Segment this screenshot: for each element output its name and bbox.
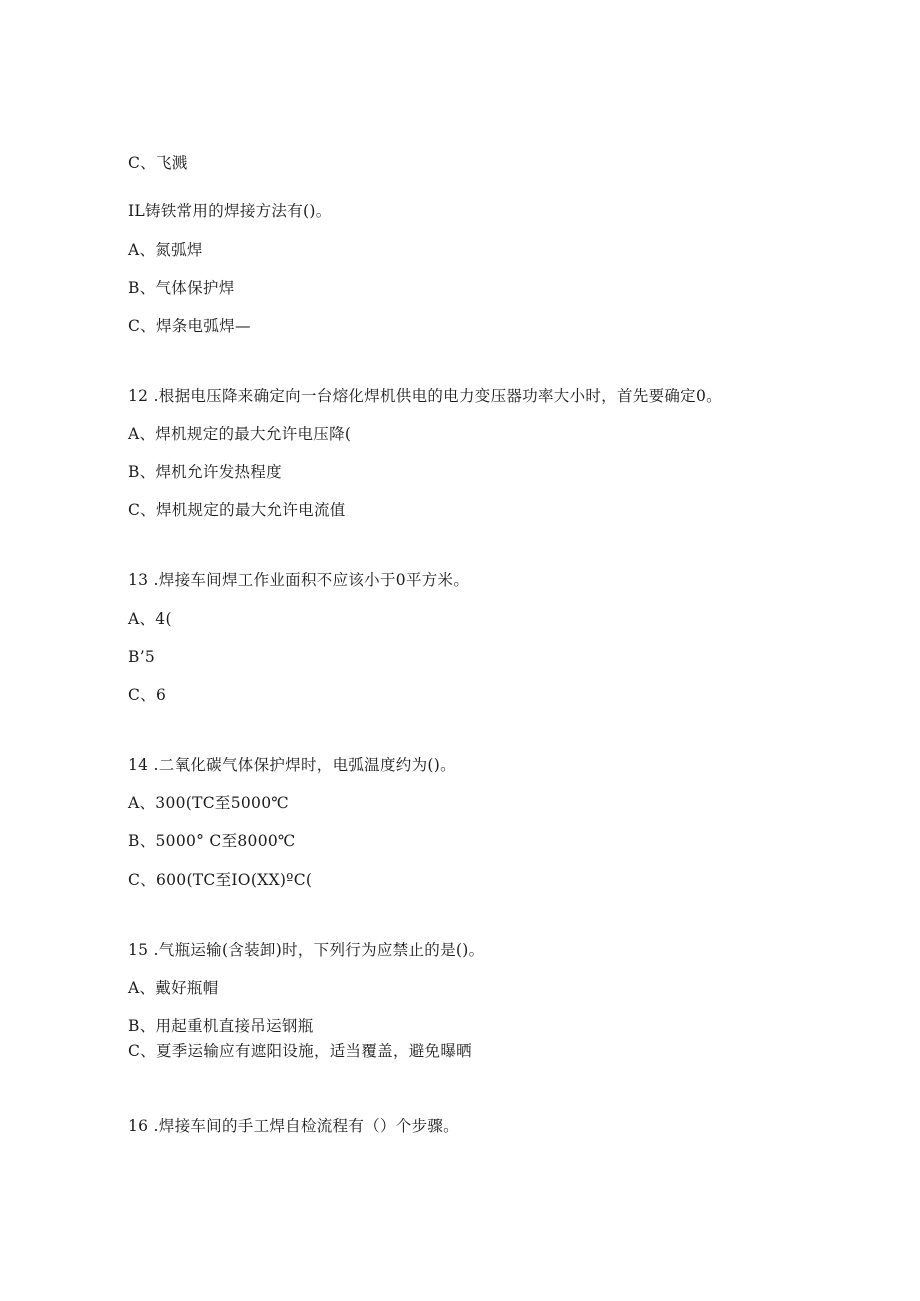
question-15: 15 .气瓶运输(含装卸)时，下列行为应禁止的是()。 [128,941,485,959]
option-b: B、用起重机直接吊运钢瓶 [128,1017,314,1035]
option-a: A、戴好瓶帽 [128,979,219,997]
option-b: B、焊机允许发热程度 [128,463,282,481]
option-c-spatter: C、飞溅 [128,154,188,172]
question-11: IL铸铁常用的焊接方法有()。 [128,202,332,220]
option-b: B、5000° C至8000℃ [128,832,296,850]
option-b: B’5 [128,648,156,666]
option-c: C、600(TC至IO(XX)ºC( [128,871,313,889]
question-12: 12 .根据电压降来确定向一台熔化焊机供电的电力变压器功率大小时，首先要确定0。 [128,387,722,405]
option-c: C、6 [128,686,167,704]
option-a: A、300(TC至5000℃ [128,794,290,812]
option-c: C、夏季运输应有遮阳设施，适当覆盖，避免曝晒 [128,1042,472,1060]
question-13: 13 .焊接车间焊工作业面积不应该小于0平方米。 [128,571,470,589]
option-a: A、焊机规定的最大允许电压降( [128,425,352,443]
option-a: A、氮弧焊 [128,241,203,259]
question-14: 14 .二氧化碳气体保护焊时，电弧温度约为()。 [128,756,456,774]
question-16: 16 .焊接车间的手工焊自检流程有（）个步骤。 [128,1117,459,1135]
option-c: C、焊条电弧焊— [128,317,251,335]
option-b: B、气体保护焊 [128,279,235,297]
option-a: A、4( [128,610,172,628]
option-c: C、焊机规定的最大允许电流值 [128,501,346,519]
